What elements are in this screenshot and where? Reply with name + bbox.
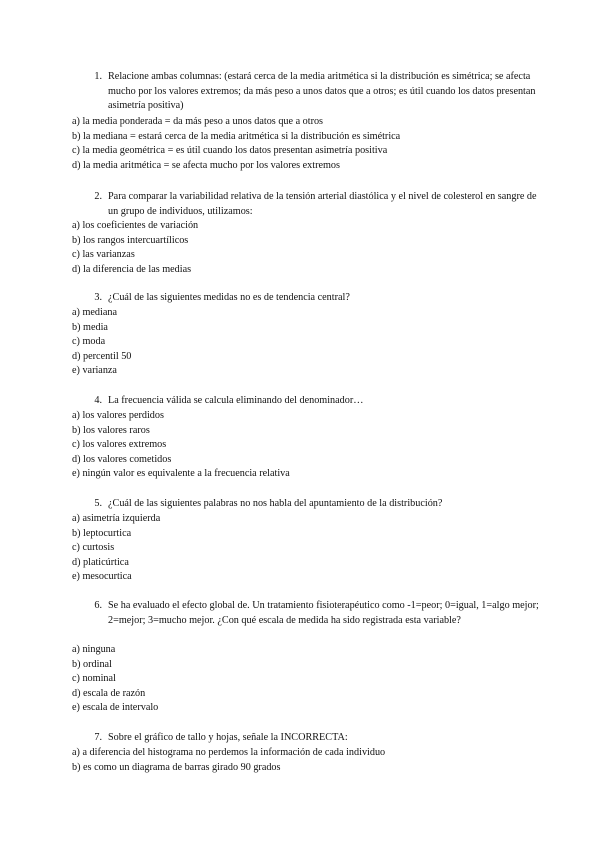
option-b: b) es como un diagrama de barras girado 90 grados — [72, 761, 281, 773]
question-text: ¿Cuál de las siguientes palabras no nos habla del apuntamiento de la distribución? — [108, 498, 443, 509]
question-number: 2. — [94, 191, 102, 202]
option-e: e) mesocurtica — [72, 571, 132, 583]
question-stem — [72, 190, 542, 219]
question-number: 6. — [94, 600, 102, 611]
question-4 — [72, 394, 542, 409]
question-text: Relacione ambas columnas: (estará cerca de la media aritmética si la distribución es simétrica; se afecta mucho por los valores extremos; da más peso a unos datos que a otros; es útil cuando los datos presentan asimetría positiva) — [108, 71, 536, 112]
option-d: d) la diferencia de las medias — [72, 263, 192, 275]
option-a: a) ninguna — [72, 644, 116, 655]
question-text: La frecuencia válida se calcula eliminando del denominador… — [108, 395, 364, 406]
option-b: b) los rangos intercuartílicos — [72, 234, 189, 246]
question-5-options — [72, 512, 542, 585]
option-a: a) mediana — [72, 307, 117, 318]
option-a: a) los valores perdidos — [72, 410, 164, 421]
question-number: 5. — [94, 498, 102, 509]
option-b: b) leptocurtica — [72, 527, 132, 539]
option-c: c) nominal — [72, 673, 116, 685]
option-d: d) los valores cometidos — [72, 453, 172, 465]
option-c: c) las varianzas — [72, 249, 135, 261]
question-5 — [72, 497, 542, 512]
question-2 — [72, 190, 542, 219]
option-b: b) la mediana = estará cerca de la media aritmética si la distribución es simétrica — [72, 130, 401, 142]
question-stem — [72, 394, 542, 409]
question-6-options — [72, 643, 542, 716]
option-e: e) varianza — [72, 365, 117, 377]
option-d: d) la media aritmética = se afecta mucho por los valores extremos — [72, 159, 340, 171]
question-3-options — [72, 306, 542, 379]
option-e: e) escala de intervalo — [72, 702, 159, 714]
question-text: ¿Cuál de las siguientes medidas no es de tendencia central? — [108, 292, 350, 303]
option-d: d) escala de razón — [72, 687, 146, 699]
question-1-options — [72, 115, 542, 173]
option-a: a) la media ponderada = da más peso a unos datos que a otros — [72, 116, 324, 127]
question-number: 7. — [94, 732, 102, 743]
option-b: b) ordinal — [72, 658, 112, 670]
question-number: 1. — [94, 71, 102, 82]
option-a: a) a diferencia del histograma no perdemos la información de cada individuo — [72, 747, 386, 758]
question-stem — [72, 599, 542, 628]
question-7-options — [72, 746, 542, 775]
option-d: d) percentil 50 — [72, 350, 132, 362]
option-c: c) los valores extremos — [72, 439, 167, 451]
question-4-options — [72, 409, 542, 482]
question-stem — [72, 70, 542, 114]
question-7 — [72, 731, 542, 746]
question-text: Sobre el gráfico de tallo y hojas, señale la INCORRECTA: — [108, 732, 348, 743]
option-c: c) curtosis — [72, 542, 115, 554]
option-b: b) los valores raros — [72, 424, 150, 436]
option-a: a) asimetría izquierda — [72, 513, 161, 524]
option-d: d) platicúrtica — [72, 556, 129, 568]
question-stem — [72, 291, 542, 306]
question-6 — [72, 599, 542, 628]
option-c: c) moda — [72, 336, 106, 348]
question-number: 4. — [94, 395, 102, 406]
option-e: e) ningún valor es equivalente a la frecuencia relativa — [72, 468, 290, 480]
question-3 — [72, 291, 542, 306]
option-b: b) media — [72, 321, 108, 333]
question-text: Para comparar la variabilidad relativa de la tensión arterial diastólica y el nivel de colesterol en sangre de un grupo de individuos, utilizamos: — [108, 191, 537, 217]
question-2-options — [72, 219, 542, 277]
question-number: 3. — [94, 292, 102, 303]
question-1 — [72, 70, 542, 114]
question-stem — [72, 731, 542, 746]
option-a: a) los coeficientes de variación — [72, 220, 199, 231]
question-text: Se ha evaluado el efecto global de. Un tratamiento fisioterapéutico como -1=peor; 0=igual, 1=algo mejor; 2=mejor; 3=mucho mejor. ¿Con qué escala de medida ha sido registrada esta variable? — [108, 600, 539, 626]
question-stem — [72, 497, 542, 512]
option-c: c) la media geométrica = es útil cuando los datos presentan asimetría positiva — [72, 145, 388, 157]
